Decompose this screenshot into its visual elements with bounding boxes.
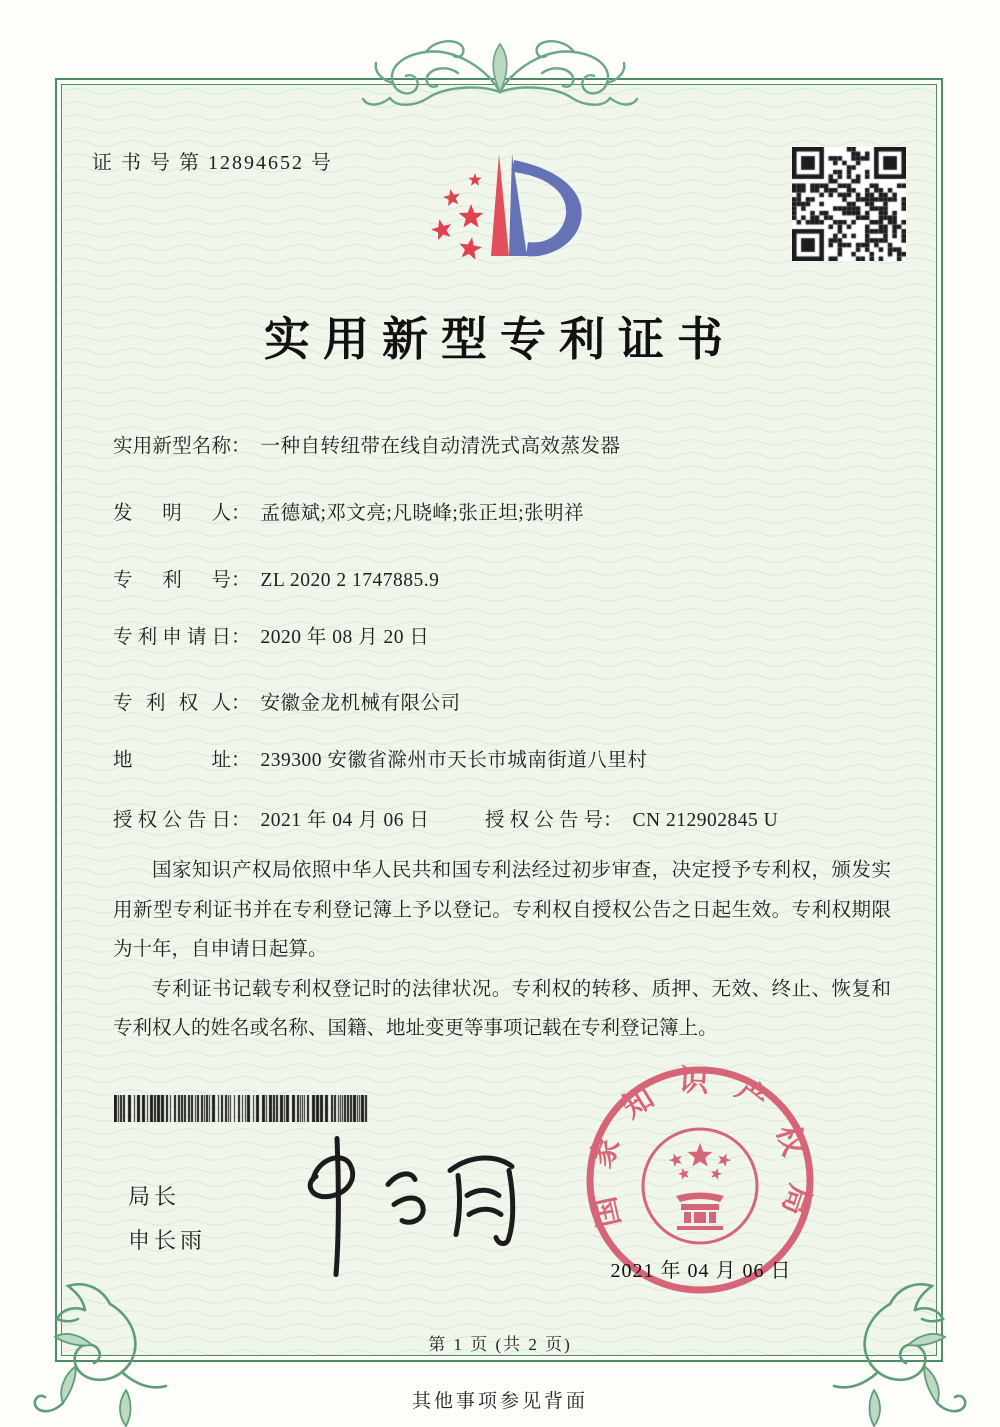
field-value: 孟德斌;邓文亮;凡晓峰;张正坦;张明祥 xyxy=(260,503,585,524)
field-row-1 xyxy=(113,430,621,458)
grant-row: 授 权 公 告 日 ： 2021 年 04 月 06 日 授 权 公 告 号 ： CN 212902845 U xyxy=(113,804,429,832)
signer-block xyxy=(128,1175,206,1263)
certificate-number: 证 书 号 第 12894652 号 xyxy=(92,152,333,174)
field-value: 一种自转纽带在线自动清洗式高效蒸发器 xyxy=(260,436,621,457)
legal-paragraph-2: 专利证书记载专利权登记时的法律状况。专利权的转移、质押、无效、终止、恢复和专利权人的姓名或名称、国籍、地址变更等事项记载在专利登记簿上。 xyxy=(113,978,891,1039)
field-colon: ： xyxy=(231,503,251,524)
signer-name: 申长雨 xyxy=(128,1228,207,1253)
field-value: 安徽金龙机械有限公司 xyxy=(260,693,461,714)
field-value: 239300 安徽省滁州市天长市城南街道八里村 xyxy=(260,750,648,771)
field-colon: ： xyxy=(231,627,251,648)
seal-date: 2021 年 04 月 06 日 xyxy=(610,1260,792,1282)
grant-number-value: CN 212902845 U xyxy=(632,810,779,831)
field-row-3 xyxy=(113,564,439,592)
field-row-2 xyxy=(113,497,584,525)
legal-paragraph-1: 国家知识产权局依照中华人民共和国专利法经过初步审查，决定授予专利权，颁发实用新型专利证书并在专利登记簿上予以登记。专利权自授权公告之日起生效。专利权期限为十年，自申请日起算。 xyxy=(113,860,891,960)
field-colon: ： xyxy=(231,693,251,714)
grant-date-value: 2021 年 04 月 06 日 xyxy=(260,810,430,831)
qr-code xyxy=(792,147,906,261)
field-colon: ： xyxy=(231,436,251,457)
field-label: 专 利 权 人 xyxy=(113,693,231,714)
field-row-5 xyxy=(113,687,461,715)
field-row-4 xyxy=(113,621,429,649)
field-label: 发 明 人 xyxy=(113,503,231,524)
page-number: 第 1 页 (共 2 页) xyxy=(428,1335,572,1354)
field-label: 专 利 号 xyxy=(113,570,231,591)
grant-number-label: 授 权 公 告 号 xyxy=(485,810,603,831)
field-label: 地 址 xyxy=(113,750,231,771)
field-label: 实 用 新 型 名 称 xyxy=(113,436,231,457)
cnipa-patent-logo-icon xyxy=(408,131,613,283)
grant-date-label: 授 权 公 告 日 xyxy=(113,810,231,831)
back-side-note: 其他事项参见背面 xyxy=(411,1391,588,1412)
national-emblem-icon xyxy=(643,1129,757,1243)
field-row-6 xyxy=(113,744,647,772)
handwritten-signature xyxy=(258,1122,528,1282)
signer-title: 局长 xyxy=(128,1184,181,1209)
field-label: 专 利 申 请 日 xyxy=(113,627,231,648)
seal-text: 国家知识产权局 xyxy=(582,1064,818,1243)
field-value: ZL 2020 2 1747885.9 xyxy=(260,570,440,591)
field-colon: ： xyxy=(231,570,251,591)
legal-text xyxy=(113,851,891,1049)
certificate-title: 实用新型专利证书 xyxy=(264,314,736,365)
field-colon: ： xyxy=(231,750,251,771)
barcode xyxy=(114,1095,372,1122)
field-value: 2020 年 08 月 20 日 xyxy=(260,627,430,648)
